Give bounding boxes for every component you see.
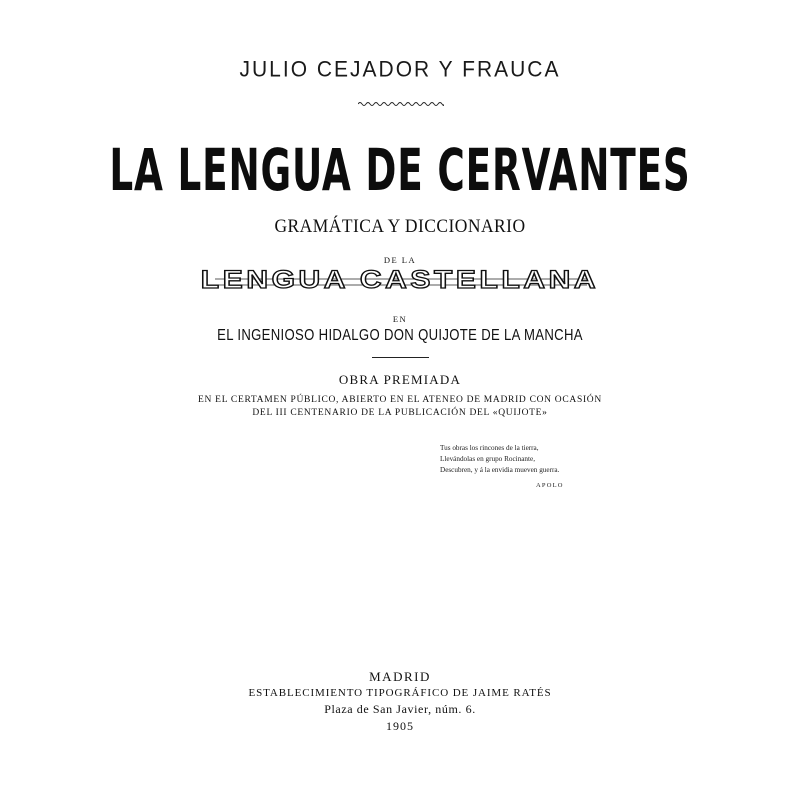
connector-de-la: DE LA	[383, 255, 417, 265]
work-title: EL INGENIOSO HIDALGO DON QUIJOTE DE LA MANCHA	[217, 327, 583, 344]
award-line-1: EN EL CERTAMEN PÚBLICO, ABIERTO EN EL ATENEO DE MADRID CON OCASIÓN	[198, 395, 602, 405]
wavy-ornament	[358, 101, 444, 107]
award-line-2: DEL III CENTENARIO DE LA PUBLICACIÓN DEL «QUIJOTE»	[252, 408, 548, 418]
epigraph-attribution: APOLO	[536, 481, 564, 489]
book-subtitle: GRAMÁTICA Y DICCIONARIO	[274, 216, 526, 237]
connector-en: EN	[392, 314, 408, 324]
epigraph-line: Llevándolas en grupo Rocinante,	[440, 455, 536, 464]
book-title: LA LENGUA DE CERVANTES	[109, 137, 691, 204]
epigraph	[440, 443, 640, 491]
award-heading: OBRA PREMIADA	[338, 372, 462, 387]
author-name: JULIO CEJADOR Y FRAUCA	[239, 57, 561, 82]
imprint-city: MADRID	[369, 669, 431, 684]
epigraph-line: Descubren, y á la envidia mueven guerra.	[440, 466, 560, 475]
imprint-address: Plaza de San Javier, núm. 6.	[324, 702, 476, 716]
imprint-printer: ESTABLECIMIENTO TIPOGRÁFICO DE JAIME RATÉS	[248, 687, 552, 699]
divider-rule	[372, 357, 429, 358]
epigraph-line: Tus obras los rincones de la tierra,	[440, 444, 539, 452]
imprint-year: 1905	[386, 719, 414, 733]
language-name: LENGUA CASTELLANA	[200, 266, 600, 294]
